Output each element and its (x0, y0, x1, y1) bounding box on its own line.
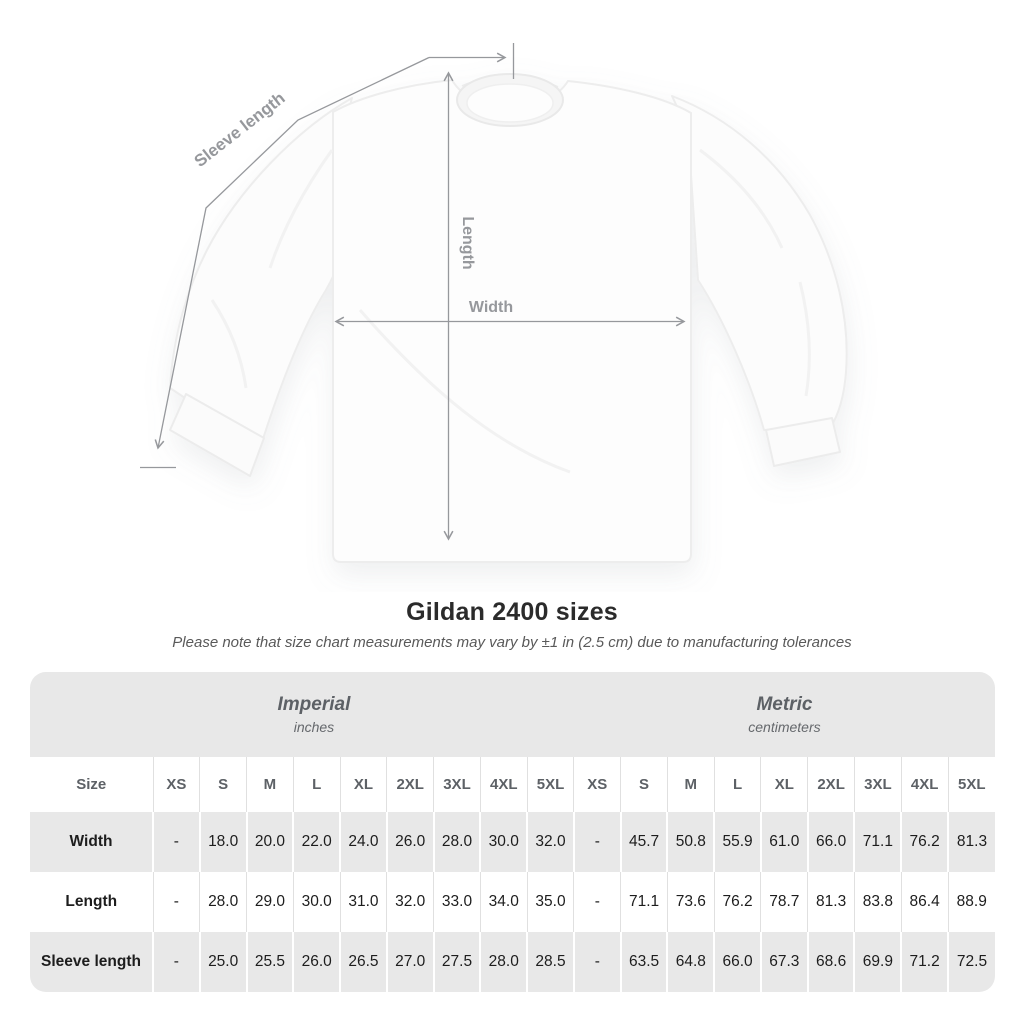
value-cell: - (574, 872, 621, 932)
imperial-label: Imperial (277, 694, 351, 715)
value-cell: 25.0 (200, 932, 247, 992)
size-header-cell: S (200, 757, 247, 812)
value-cell: - (574, 932, 621, 992)
size-header-cell: 3XL (434, 757, 481, 812)
page-title: Gildan 2400 sizes (406, 598, 618, 626)
value-cell: 76.2 (901, 812, 948, 872)
row-label-cell: Sleeve length (30, 932, 153, 992)
value-cell: 67.3 (761, 932, 808, 992)
value-cell: 33.0 (434, 872, 481, 932)
size-header-cell: 5XL (948, 757, 995, 812)
size-header-cell: 2XL (387, 757, 434, 812)
value-cell: 22.0 (293, 812, 340, 872)
value-cell: 32.0 (387, 872, 434, 932)
value-cell: 86.4 (901, 872, 948, 932)
value-cell: 18.0 (200, 812, 247, 872)
value-cell: - (153, 932, 200, 992)
unit-group-row (30, 672, 995, 757)
size-header-cell: 4XL (901, 757, 948, 812)
tolerance-note: Please note that size chart measurements may vary by ±1 in (2.5 cm) due to manufacturing tolerances (172, 634, 852, 651)
value-cell: 50.8 (667, 812, 714, 872)
value-cell: 34.0 (480, 872, 527, 932)
value-cell: 55.9 (714, 812, 761, 872)
value-cell: 26.0 (293, 932, 340, 992)
value-cell: 30.0 (293, 872, 340, 932)
value-cell: 68.6 (808, 932, 855, 992)
size-header-cell: L (293, 757, 340, 812)
value-cell: 28.0 (480, 932, 527, 992)
value-cell: 63.5 (621, 932, 668, 992)
imperial-group-header (30, 672, 574, 757)
size-header-cell: 2XL (808, 757, 855, 812)
size-header-cell: XS (153, 757, 200, 812)
value-cell: 71.1 (854, 812, 901, 872)
row-label-cell: Width (30, 812, 153, 872)
value-cell: 72.5 (948, 932, 995, 992)
shirt-collar (457, 74, 563, 126)
size-table (30, 672, 995, 992)
width-label: Width (468, 299, 514, 316)
length-label: Length (459, 216, 476, 270)
value-cell: 28.5 (527, 932, 574, 992)
value-cell: 30.0 (480, 812, 527, 872)
value-cell: 64.8 (667, 932, 714, 992)
value-cell: 27.5 (434, 932, 481, 992)
size-table-grid (30, 672, 995, 992)
metric-label: Metric (756, 694, 813, 715)
heading-block (0, 598, 1024, 651)
measure-row (30, 932, 995, 992)
value-cell: 27.0 (387, 932, 434, 992)
shirt-right-sleeve (672, 96, 847, 430)
size-table-body (30, 672, 995, 992)
metric-group-header (574, 672, 995, 757)
value-cell: 28.0 (200, 872, 247, 932)
value-cell: 29.0 (247, 872, 294, 932)
value-cell: - (153, 872, 200, 932)
size-header-cell: 4XL (480, 757, 527, 812)
value-cell: 81.3 (808, 872, 855, 932)
value-cell: 81.3 (948, 812, 995, 872)
size-header-cell: M (667, 757, 714, 812)
size-header-cell: S (621, 757, 668, 812)
value-cell: 83.8 (854, 872, 901, 932)
sleeve-length-label: Sleeve length (190, 88, 289, 171)
size-header-cell: XS (574, 757, 621, 812)
value-cell: - (574, 812, 621, 872)
value-cell: 76.2 (714, 872, 761, 932)
shirt-illustration (170, 74, 847, 562)
value-cell: 66.0 (714, 932, 761, 992)
value-cell: 35.0 (527, 872, 574, 932)
value-cell: 88.9 (948, 872, 995, 932)
value-cell: 25.5 (247, 932, 294, 992)
value-cell: 71.1 (621, 872, 668, 932)
size-header-cell: 3XL (854, 757, 901, 812)
size-column-header: Size (30, 757, 153, 812)
row-label-cell: Length (30, 872, 153, 932)
value-cell: 24.0 (340, 812, 387, 872)
value-cell: 73.6 (667, 872, 714, 932)
value-cell: 31.0 (340, 872, 387, 932)
size-header-cell: XL (340, 757, 387, 812)
size-header-cell: XL (761, 757, 808, 812)
size-header-cell: M (247, 757, 294, 812)
value-cell: 71.2 (901, 932, 948, 992)
value-cell: 61.0 (761, 812, 808, 872)
value-cell: 20.0 (247, 812, 294, 872)
value-cell: 78.7 (761, 872, 808, 932)
size-header-cell: 5XL (527, 757, 574, 812)
measure-row (30, 872, 995, 932)
value-cell: 69.9 (854, 932, 901, 992)
value-cell: 32.0 (527, 812, 574, 872)
measure-row (30, 812, 995, 872)
value-cell: 26.0 (387, 812, 434, 872)
value-cell: 28.0 (434, 812, 481, 872)
size-header-row (30, 757, 995, 812)
value-cell: 26.5 (340, 932, 387, 992)
value-cell: 66.0 (808, 812, 855, 872)
metric-unit-label: centimeters (748, 719, 821, 735)
size-header-cell: L (714, 757, 761, 812)
value-cell: 45.7 (621, 812, 668, 872)
imperial-unit-label: inches (293, 719, 335, 735)
value-cell: - (153, 812, 200, 872)
